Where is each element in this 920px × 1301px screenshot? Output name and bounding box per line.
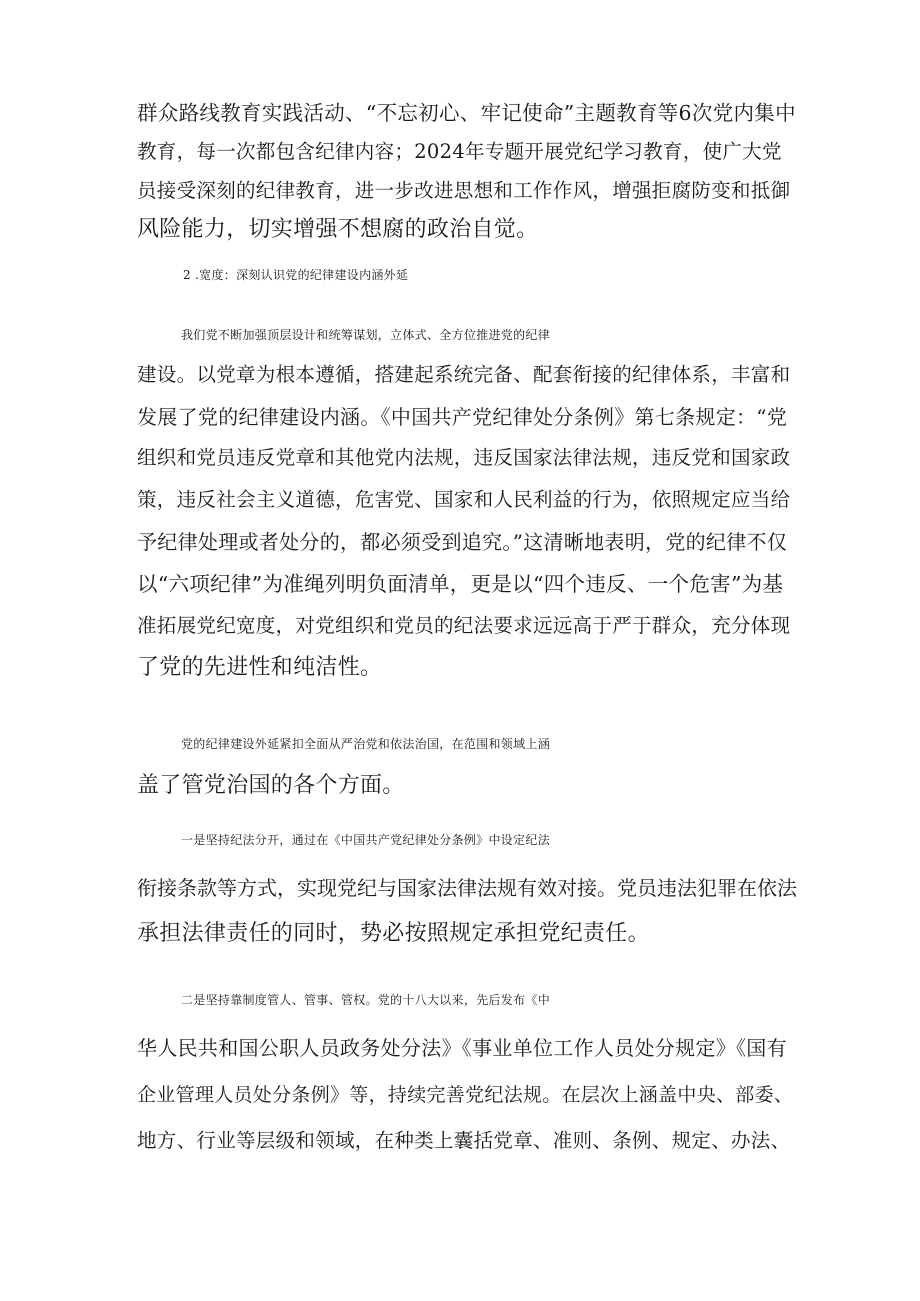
text-line: 群众路线教育实践活动、“不忘初心、牢记使命”主题教育等6次党内集中	[137, 101, 796, 125]
section-heading: 2 .宽度：深刻认识党的纪律建设内涵外延	[183, 268, 409, 282]
text-line: 党的纪律建设外延紧扣全面从严治党和依法治国，在范围和领域上涵	[181, 737, 551, 751]
text-line: 我们党不断加强顶层设计和统筹谋划，立体式、全方位推进党的纪律	[181, 328, 551, 342]
text-line: 发展了党的纪律建设内涵。《中国共产党纪律处分条例》第七条规定：“党	[137, 405, 788, 429]
text-line: 一是坚持纪法分开，通过在《中国共产党纪律处分条例》中设定纪法	[181, 833, 551, 847]
text-line: 了党的先进性和纯洁性。	[137, 655, 383, 680]
text-line: 组织和党员违反党章和其他党内法规，违反国家法律法规，违反党和国家政	[137, 446, 791, 469]
text-line: 承担法律责任的同时，势必按照规定承担党纪责任。	[137, 921, 650, 946]
text-line: 策，违反社会主义道德，危害党、国家和人民利益的行为，依照规定应当给	[137, 488, 791, 511]
text-line: 予纪律处理或者处分的，都必须受到追究。”这清晰地表明，党的纪律不仅	[137, 530, 788, 554]
text-line: 盖了管党治国的各个方面。	[137, 773, 405, 798]
text-line: 二是坚持靠制度管人、管事、管权。党的十八大以来，先后发布《中	[181, 993, 551, 1007]
text-line: 华人民共和国公职人员政务处分法》《事业单位工作人员处分规定》《国有	[137, 1036, 787, 1060]
text-line: 建设。以党章为根本遵循，搭建起系统完备、配套衔接的纪律体系，丰富和	[137, 363, 791, 386]
text-line: 准拓展党纪宽度，对党组织和党员的纪法要求远远高于严于群众，充分体现	[137, 614, 791, 637]
text-line: 员接受深刻的纪律教育，进一步改进思想和工作作风，增强拒腐防变和抵御	[137, 179, 791, 202]
text-line: 地方、行业等层级和领域，在种类上囊括党章、准则、条例、规定、办法、	[137, 1129, 791, 1152]
text-line: 衔接条款等方式，实现党纪与国家法律法规有效对接。党员违法犯罪在依法	[137, 876, 797, 900]
text-line: 以“六项纪律”为准绳列明负面清单，更是以“四个违反、一个危害”为基	[137, 572, 784, 596]
text-line: 教育，每一次都包含纪律内容；2024年专题开展党纪学习教育，使广大党	[137, 140, 782, 163]
text-line: 企业管理人员处分条例》等，持续完善党纪法规。在层次上涵盖中央、部委、	[137, 1084, 794, 1106]
text-line: 风险能力，切实增强不想腐的政治自觉。	[137, 217, 539, 242]
